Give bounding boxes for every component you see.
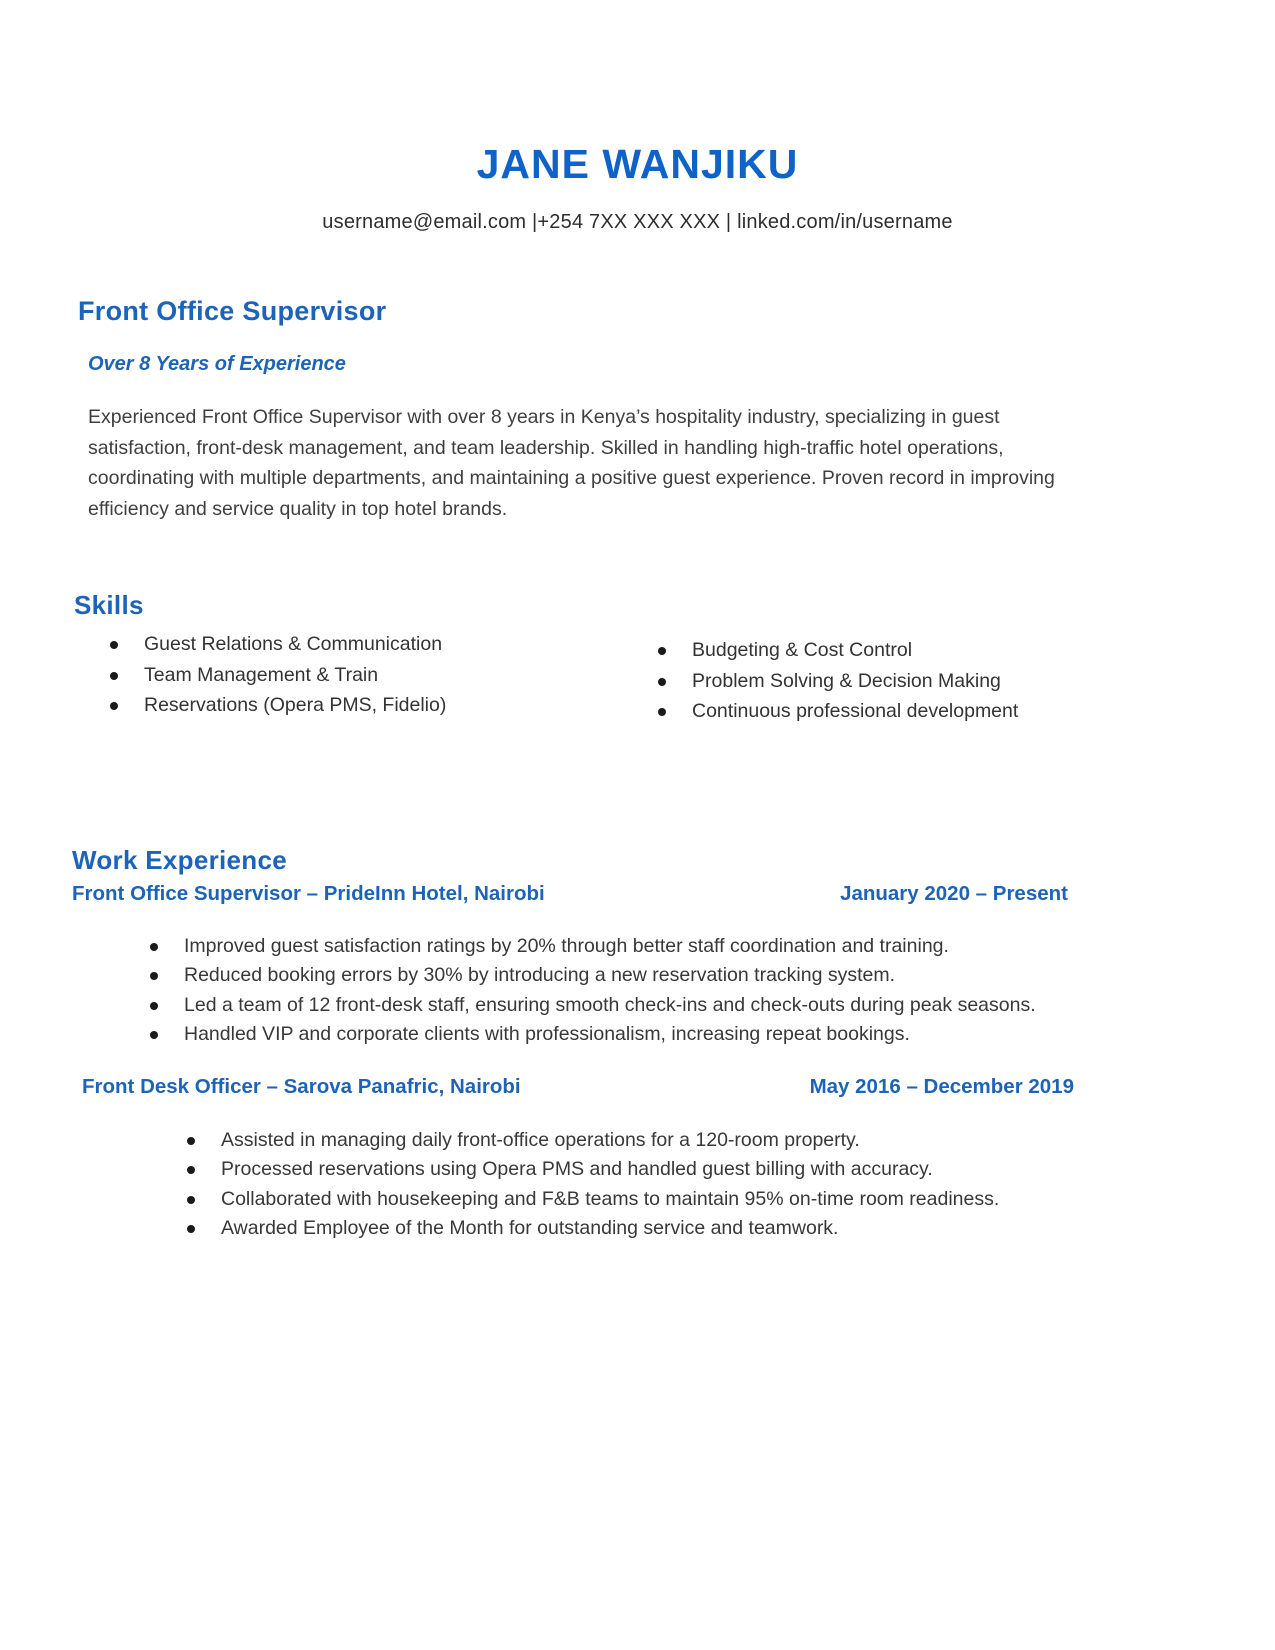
job-entry [78,1075,1197,1244]
job-header [72,882,1068,906]
contact-line: username@email.com |+254 7XX XXX XXX | linked.com/in/username [322,211,953,234]
profile-summary: Experienced Front Office Supervisor with over 8 years in Kenya’s hospitality industry, specializing in guest satisfaction, front-desk management, and team leadership. Skilled in handling high-traffic hotel operations, coordinating with multiple departments, and maintaining a positive guest experience. Proven record in improving efficiency and service quality in top hotel brands. [88,406,1055,520]
job-bullet: Handled VIP and corporate clients with professionalism, increasing repeat bookings. [148,1020,1048,1050]
experience-section [72,844,1197,1244]
skills-heading: Skills [74,590,144,621]
profile-title: Front Office Supervisor [78,296,387,327]
job-entry [72,881,1197,1050]
skill-item: Budgeting & Cost Control [656,635,1096,666]
skill-item: Guest Relations & Communication [108,629,628,660]
job-bullet: Awarded Employee of the Month for outstanding service and teamwork. [185,1214,1065,1244]
skill-item: Reservations (Opera PMS, Fidelio) [108,690,628,721]
resume-header [78,140,1197,234]
skill-item: Continuous professional development [656,696,1096,727]
job-bullet: Improved guest satisfaction ratings by 20% through better staff coordination and training. [148,932,1048,962]
skills-columns [78,629,1197,727]
job-title: Front Desk Officer – Sarova Panafric, Nairobi [82,1074,521,1098]
candidate-name: JANE WANJIKU [476,141,799,187]
profile-subtitle: Over 8 Years of Experience [88,353,346,376]
job-dates: January 2020 – Present [840,881,1068,905]
profile-section [78,296,1197,524]
job-title: Front Office Supervisor – PrideInn Hotel, Nairobi [72,881,545,905]
skill-item: Team Management & Train [108,660,628,691]
job-bullet: Assisted in managing daily front-office operations for a 120-room property. [185,1126,1065,1156]
skill-item: Problem Solving & Decision Making [656,666,1096,697]
job-dates: May 2016 – December 2019 [809,1074,1074,1098]
job-bullet: Processed reservations using Opera PMS and handled guest billing with accuracy. [185,1155,1065,1185]
job-bullet: Led a team of 12 front-desk staff, ensuring smooth check-ins and check-outs during peak seasons. [148,991,1048,1021]
job-bullets [148,932,1048,1050]
skills-list-left [108,629,628,727]
skills-section [74,590,1197,727]
job-bullet: Collaborated with housekeeping and F&B teams to maintain 95% on-time room readiness. [185,1185,1065,1215]
experience-heading: Work Experience [72,844,288,875]
skills-list-right [656,635,1096,727]
job-bullets [185,1126,1065,1244]
job-header [82,1075,1074,1099]
job-bullet: Reduced booking errors by 30% by introducing a new reservation tracking system. [148,961,1048,991]
